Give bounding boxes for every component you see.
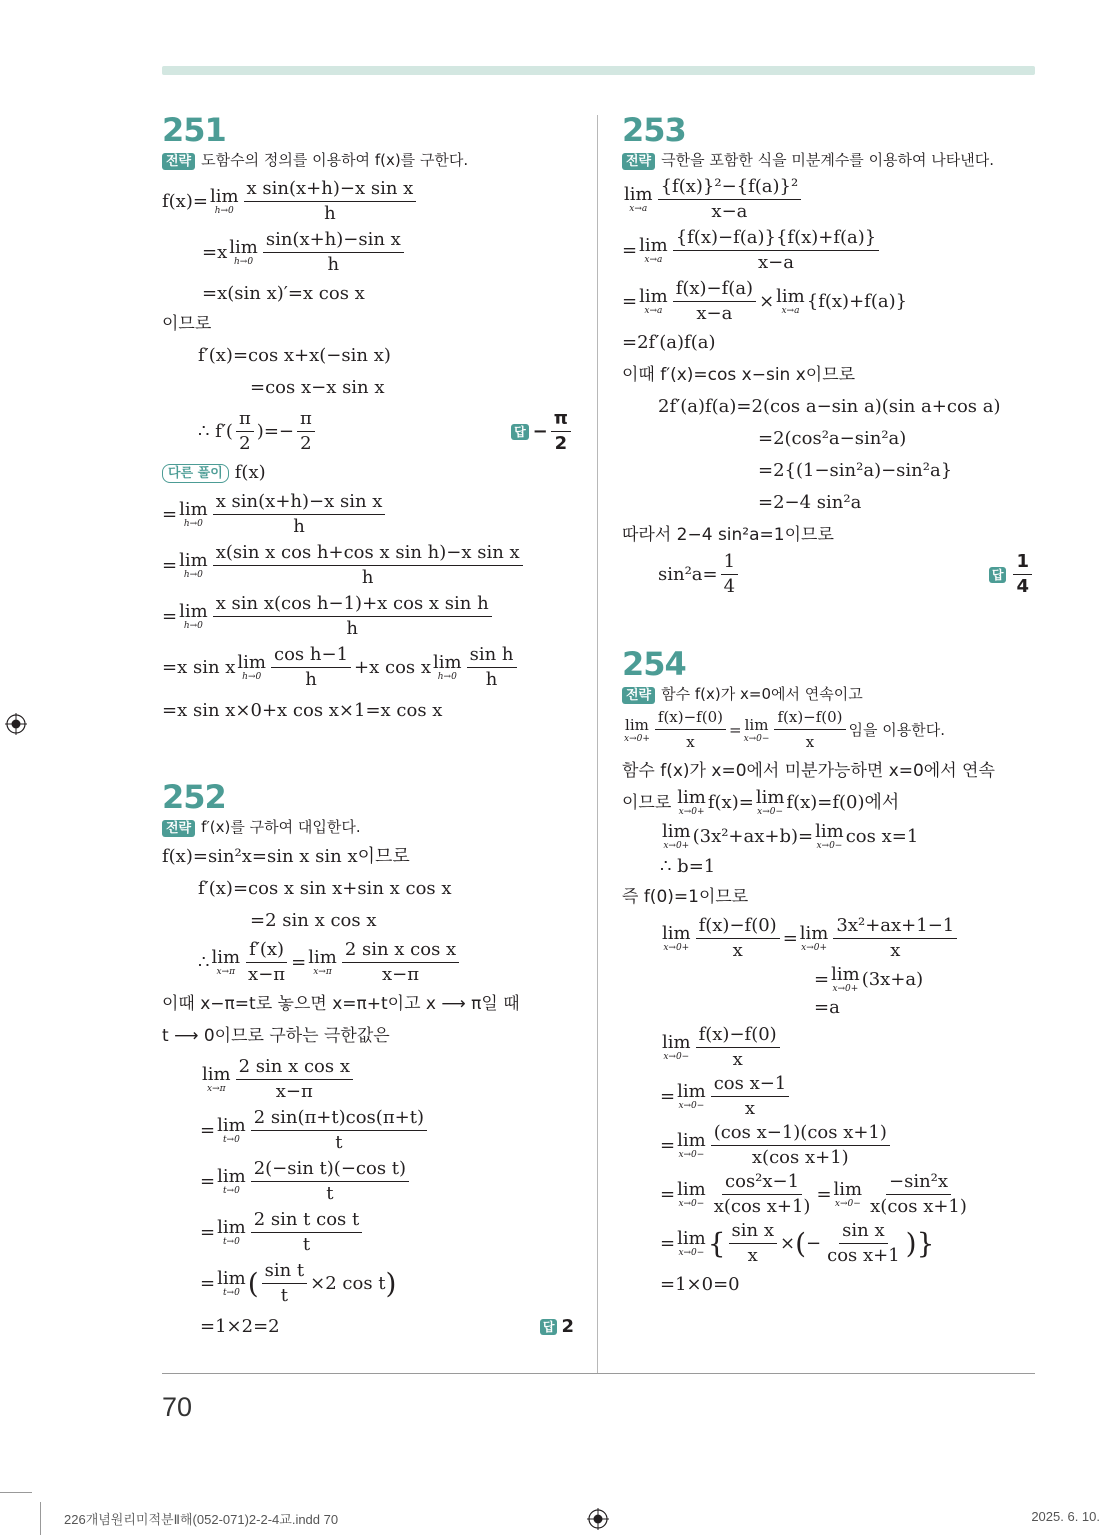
strategy-text: f′(x)를 구하여 대입한다.: [201, 818, 361, 836]
text-line: t ⟶ 0이므로 구하는 극한값은: [162, 1026, 390, 1046]
column-divider: [597, 115, 598, 1373]
answer-badge: 답: [511, 424, 529, 440]
equation-line: =2(cos²a−sin²a): [758, 428, 907, 449]
problem-number: 252: [162, 778, 226, 816]
equation-line: =2−4 sin²a: [758, 492, 862, 513]
print-footer-file: 226개념원리미적분Ⅱ해(052-071)2-2-4교.indd 70: [64, 1512, 339, 1527]
equation-line: = lim x→a {f(x)−f(a)}{f(x)+f(a)} x−a: [622, 227, 1035, 274]
lim-operator: lim h→0: [229, 236, 258, 267]
equation-line: lim x→0− $\frac{f(x)-f(0)}{x}$: [660, 1024, 1035, 1071]
equation-line: 이므로 lim x→0+ f(x)= lim x→0− f(x)=f(0)에서: [622, 787, 900, 817]
text-line: 즉 f(0)=1이므로: [622, 887, 749, 907]
equation-line: =2f′(a)f(a): [622, 332, 716, 353]
equation-line: 2f′(a)f(a)=2(cos a−sin a)(sin a+cos a): [658, 396, 1001, 417]
equation-line: f′(x)=cos x+x(−sin x): [198, 345, 391, 366]
strategy-badge: 전략: [162, 820, 195, 837]
expr: =x: [202, 241, 228, 263]
equation-line: =x sin x×0+x cos x×1=x cos x: [162, 700, 443, 721]
equation-line: ∴ f′( π 2 )=− $\frac{\pi}{2}$ 답 − $\frac{\pi}{2}$: [198, 408, 574, 455]
answer-badge: 답: [540, 1319, 558, 1335]
equation-line: = lim t→0 ( $\frac{\text{sin t}}{t}$ ×2 cos t ): [200, 1260, 397, 1306]
equation-line: = lim x→0− { $\frac{\text{sin x}}{x}$ × ( − $\frac{\text{sin x}}{\text{cos x+1}}$ )}: [660, 1220, 935, 1266]
problem-253: [622, 112, 1035, 598]
registration-mark-icon: [587, 1508, 609, 1530]
alt-solution: 다른 풀이 f(x): [162, 461, 574, 485]
lim-operator: lim h→0: [209, 185, 239, 216]
equation-line: lim x→π 2 sin x cos x x−π: [200, 1056, 574, 1103]
strategy-text: 도함수의 정의를 이용하여 f(x)를 구한다.: [201, 151, 469, 169]
equation-line: =x(sin x)′=x cos x: [202, 283, 365, 304]
answer-badge: 답: [989, 567, 1007, 583]
problem-number: 254: [622, 645, 686, 683]
equation-line: = lim x→a $\frac{f(x)-f(a)}{x-a}$ × lim x→a {f(x)+f(a)}: [622, 278, 908, 324]
equation-line: = lim x→0− $\frac{\text{(cos x−1)(cos x+1)}}{\text{x(cos x+1)}}$: [660, 1122, 1035, 1169]
equation-line: = lim h→0 x sin x(cos h−1)+x cos x sin h h: [162, 593, 574, 640]
crop-mark: [0, 1492, 32, 1493]
text-line: 이므로: [162, 314, 212, 334]
bottom-rule: [162, 1373, 1035, 1374]
equation-line: = lim h→0 x sin(x+h)−x sin x h: [162, 491, 574, 538]
equation-line: =x sin x lim h→0 cos h−1 h +x cos x lim h→0 sin h h: [162, 644, 574, 691]
equation-line: = lim x→0− $\frac{\text{cos²x−1}}{\text{x(cos x+1)}}$ = lim x→0− $\frac{\text{−sin²x}}{\text{x(cos x+1)}}$: [660, 1171, 967, 1217]
equation-line: sin²a= $\frac{1}{4}$ 답 1 4: [658, 551, 1035, 598]
strategy-line: [622, 684, 1035, 704]
equation-line: = lim t→0 2(−sin t)(−cos t) t: [200, 1158, 574, 1205]
crop-mark: [40, 1502, 41, 1535]
strategy-badge: 전략: [162, 153, 195, 170]
answer: 답 2: [540, 1315, 574, 1339]
answer: 답 − $\frac{\pi}{2}$: [511, 408, 574, 455]
equation-line: lim x→0+ $\frac{f(x)-f(0)}{x}$ = lim x→0+ $\frac{\text{3x²+ax+1−1}}{x}$: [660, 915, 1035, 962]
print-footer-date: 2025. 6. 10.: [1031, 1509, 1100, 1524]
equation-line: =cos x−x sin x: [250, 377, 385, 398]
equation-line: lim x→0+ (3x²+ax+b)= lim x→0− cos x=1: [662, 821, 919, 851]
equation-line: f(x)=sin²x=sin x sin x이므로: [162, 846, 410, 867]
strategy-text: 극한을 포함한 식을 미분계수를 이용하여 나타낸다.: [661, 151, 995, 169]
equation-line: = lim t→0 2 sin(π+t)cos(π+t) t: [200, 1107, 574, 1154]
page-number: 70: [162, 1392, 193, 1422]
equation-line: ∴ b=1: [660, 856, 716, 877]
strategy-line: [162, 150, 574, 170]
expr: f(x)=: [162, 190, 208, 212]
top-color-bar: [162, 66, 1035, 75]
problem-252: [162, 779, 574, 1339]
strategy-badge: 전략: [622, 687, 655, 704]
text-line: 함수 f(x)가 x=0에서 미분가능하면 x=0에서 연속: [622, 761, 995, 781]
equation-line: =1×2=2 답 2: [200, 1316, 574, 1337]
equation-line: [162, 178, 574, 225]
strategy-badge: 전략: [622, 153, 655, 170]
equation-line: =a: [814, 997, 840, 1018]
equation-line: = lim x→0− $\frac{\text{cos x−1}}{x}$: [660, 1073, 1035, 1120]
strategy-text: 함수 f(x)가 x=0에서 연속이고: [661, 685, 863, 703]
equation-line: ∴ lim x→π $\frac{f'(x)}{x-\pi}$ = lim x→π 2 sin x cos x x−π: [198, 939, 574, 986]
strategy-line: [622, 150, 1035, 170]
strategy-line-2: lim x→0+ $\frac{f(x)-f(0)}{x}$ = lim x→0− $\frac{f(x)-f(0)}{x}$ 임을 이용한다.: [624, 708, 946, 751]
equation-line: =2 sin x cos x: [250, 910, 377, 931]
text-line: 이때 f′(x)=cos x−sin x이므로: [622, 365, 856, 385]
problem-number: 253: [622, 111, 686, 149]
equation-line: =1×0=0: [660, 1274, 740, 1295]
strategy-line: [162, 817, 574, 837]
problem-254: [622, 646, 1035, 1297]
equation-line: [202, 229, 574, 276]
equation-line: f′(x)=cos x sin x+sin x cos x: [198, 878, 452, 899]
text-line: 이때 x−π=t로 놓으면 x=π+t이고 x ⟶ π일 때: [162, 994, 520, 1014]
problem-number: 251: [162, 111, 226, 149]
equation-line: lim x→a {f(x)}²−{f(a)}² x−a: [622, 176, 1035, 223]
text-line: 따라서 2−4 sin²a=1이므로: [622, 525, 834, 545]
equation-line: = lim x→0+ (3x+a): [814, 964, 924, 994]
equation-line: = lim h→0 x(sin x cos h+cos x sin h)−x sin x h: [162, 542, 574, 589]
problem-251: [162, 112, 574, 723]
equation-line: =2{(1−sin²a)−sin²a}: [758, 460, 953, 481]
answer: 답 1 4: [989, 551, 1035, 598]
fraction: x sin(x+h)−x sin x h: [244, 178, 417, 225]
equation-line: = lim t→0 2 sin t cos t t: [200, 1209, 574, 1256]
fraction: sin(x+h)−sin x h: [263, 229, 404, 276]
alt-solution-badge: 다른 풀이: [162, 464, 229, 483]
registration-mark-icon: [5, 713, 27, 735]
